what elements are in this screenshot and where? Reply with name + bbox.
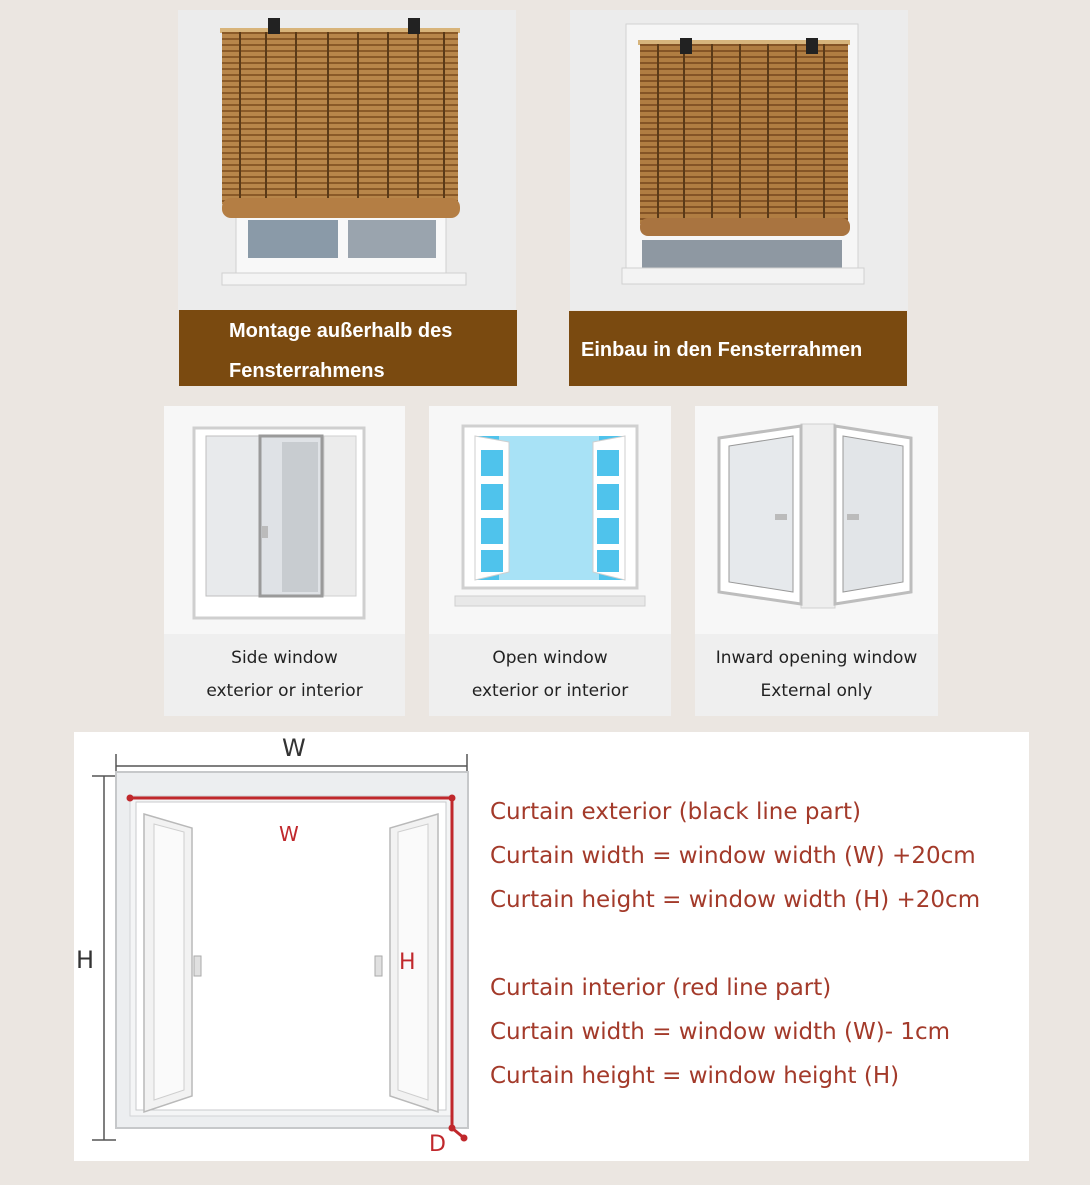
open-window-icon <box>429 406 671 634</box>
outside-mount-illustration <box>178 10 516 310</box>
side-window-caption <box>164 634 405 716</box>
outer-width-label: W <box>282 734 306 762</box>
inward-window-line2: External only <box>760 681 873 701</box>
inward-window-line1: Inward opening window <box>715 648 918 668</box>
inward-window-caption <box>695 634 938 716</box>
measurement-panel <box>74 732 1029 1161</box>
inner-width-label: W <box>279 822 299 846</box>
note-exterior-width: Curtain width = window width (W) +20cm <box>490 843 976 869</box>
outer-height-label: H <box>76 946 95 974</box>
inside-mount-banner <box>569 311 907 386</box>
window-type-inward <box>695 406 938 716</box>
side-window-line1: Side window <box>231 648 338 668</box>
depth-label: D <box>429 1132 446 1157</box>
outside-mount-photo <box>178 10 516 310</box>
side-window-icon <box>164 406 405 634</box>
note-exterior-height: Curtain height = window width (H) +20cm <box>490 887 981 913</box>
open-window-line1: Open window <box>492 648 608 668</box>
side-window-line2: exterior or interior <box>206 681 363 701</box>
open-window-line2: exterior or interior <box>471 681 629 701</box>
inward-window-icon <box>695 406 938 634</box>
inside-mount-illustration <box>570 10 908 310</box>
window-type-open <box>429 406 671 716</box>
measurement-notes <box>490 790 980 1098</box>
inside-mount-label: Einbau in den Fensterrahmen <box>581 339 863 361</box>
open-window-caption <box>429 634 671 716</box>
inside-mount-photo <box>570 10 908 310</box>
outside-mount-banner <box>179 310 517 386</box>
note-interior-width: Curtain width = window width (W)- 1cm <box>490 1019 951 1045</box>
window-measurement-diagram <box>74 732 484 1161</box>
outside-mount-label-line1: Montage außerhalb des <box>229 320 453 342</box>
note-interior-heading: Curtain interior (red line part) <box>490 975 832 1001</box>
note-spacer <box>490 922 980 966</box>
note-exterior-heading: Curtain exterior (black line part) <box>490 799 861 825</box>
window-type-side <box>164 406 405 716</box>
outside-mount-label-line2: Fensterrahmens <box>229 360 385 382</box>
note-interior-height: Curtain height = window height (H) <box>490 1063 900 1089</box>
inner-height-label: H <box>399 950 416 975</box>
